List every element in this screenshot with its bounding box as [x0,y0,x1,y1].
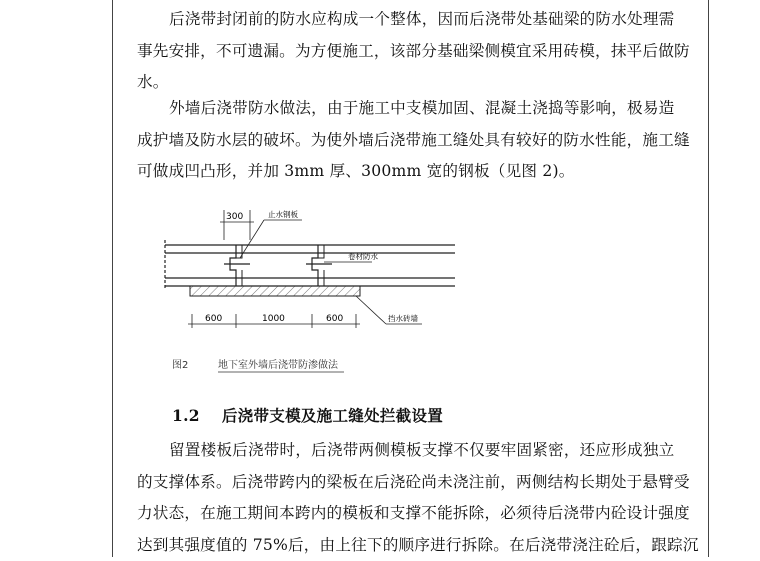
dimension-1000: 1000 [262,314,285,324]
section-number: 1.2 [172,406,200,425]
paragraph-line: 力状态，在施工期间本跨内的模板和支撑不能拆除，必须待后浇带内砼设计强度 [137,504,690,523]
waterproof-detail-drawing [160,200,460,380]
section-heading [172,404,443,426]
paragraph-line: 留置楼板后浇带时，后浇带两侧模板支撑不仅要牢固紧密，还应形成独立 [169,441,675,459]
figure-number: 图2 [172,360,189,371]
label-steel-plate: 止水钢板 [268,210,298,219]
construction-joint-right [312,245,318,286]
retaining-brick-wall [190,286,360,296]
paragraph-line: 水。 [137,73,169,92]
paragraph-exterior-wall [137,93,690,188]
paragraph-waterproof-integral [137,4,690,99]
dimension-600-right: 600 [326,314,344,324]
paragraph-line: 成护墙及防水层的破坏。为使外墙后浇带施工缝处具有较好的防水性能，施工缝 [137,130,690,149]
paragraph-line: 的支撑体系。后浇带跨内的梁板在后浇砼尚未浇注前，两侧结构长期处于悬臂受 [137,472,690,491]
paragraph-line: 外墙后浇带防水做法，由于施工中支模加固、混凝土浇捣等影响，极易造 [169,99,675,117]
label-membrane: 卷材防水 [348,252,378,261]
dimension-300-label: 300 [226,212,244,222]
figure-caption: 地下室外墙后浇带防渗做法 [218,360,338,371]
figure-2-diagram [160,200,460,380]
label-brick-wall: 挡水砖墙 [388,314,418,323]
section-title: 后浇带支模及施工缝处拦截设置 [221,406,444,425]
paragraph-line: 达到其强度值的 75%后，由上往下的顺序进行拆除。在后浇带浇注砼后，跟踪沉 [137,535,699,554]
paragraph-line: 可做成凹凸形，并加 3mm 厚、300mm 宽的钢板（见图 2)。 [137,162,575,181]
dimension-600-left: 600 [205,314,223,324]
wall-slab [165,240,455,290]
paragraph-slab-formwork [137,435,699,561]
paragraph-line: 后浇带封闭前的防水应构成一个整体，因而后浇带处基础梁的防水处理需 [169,10,675,28]
construction-joint-left [230,245,236,286]
paragraph-line: 事先安排，不可遗漏。为方便施工，该部分基础梁侧模宜采用砖模，抹平后做防 [137,41,690,60]
